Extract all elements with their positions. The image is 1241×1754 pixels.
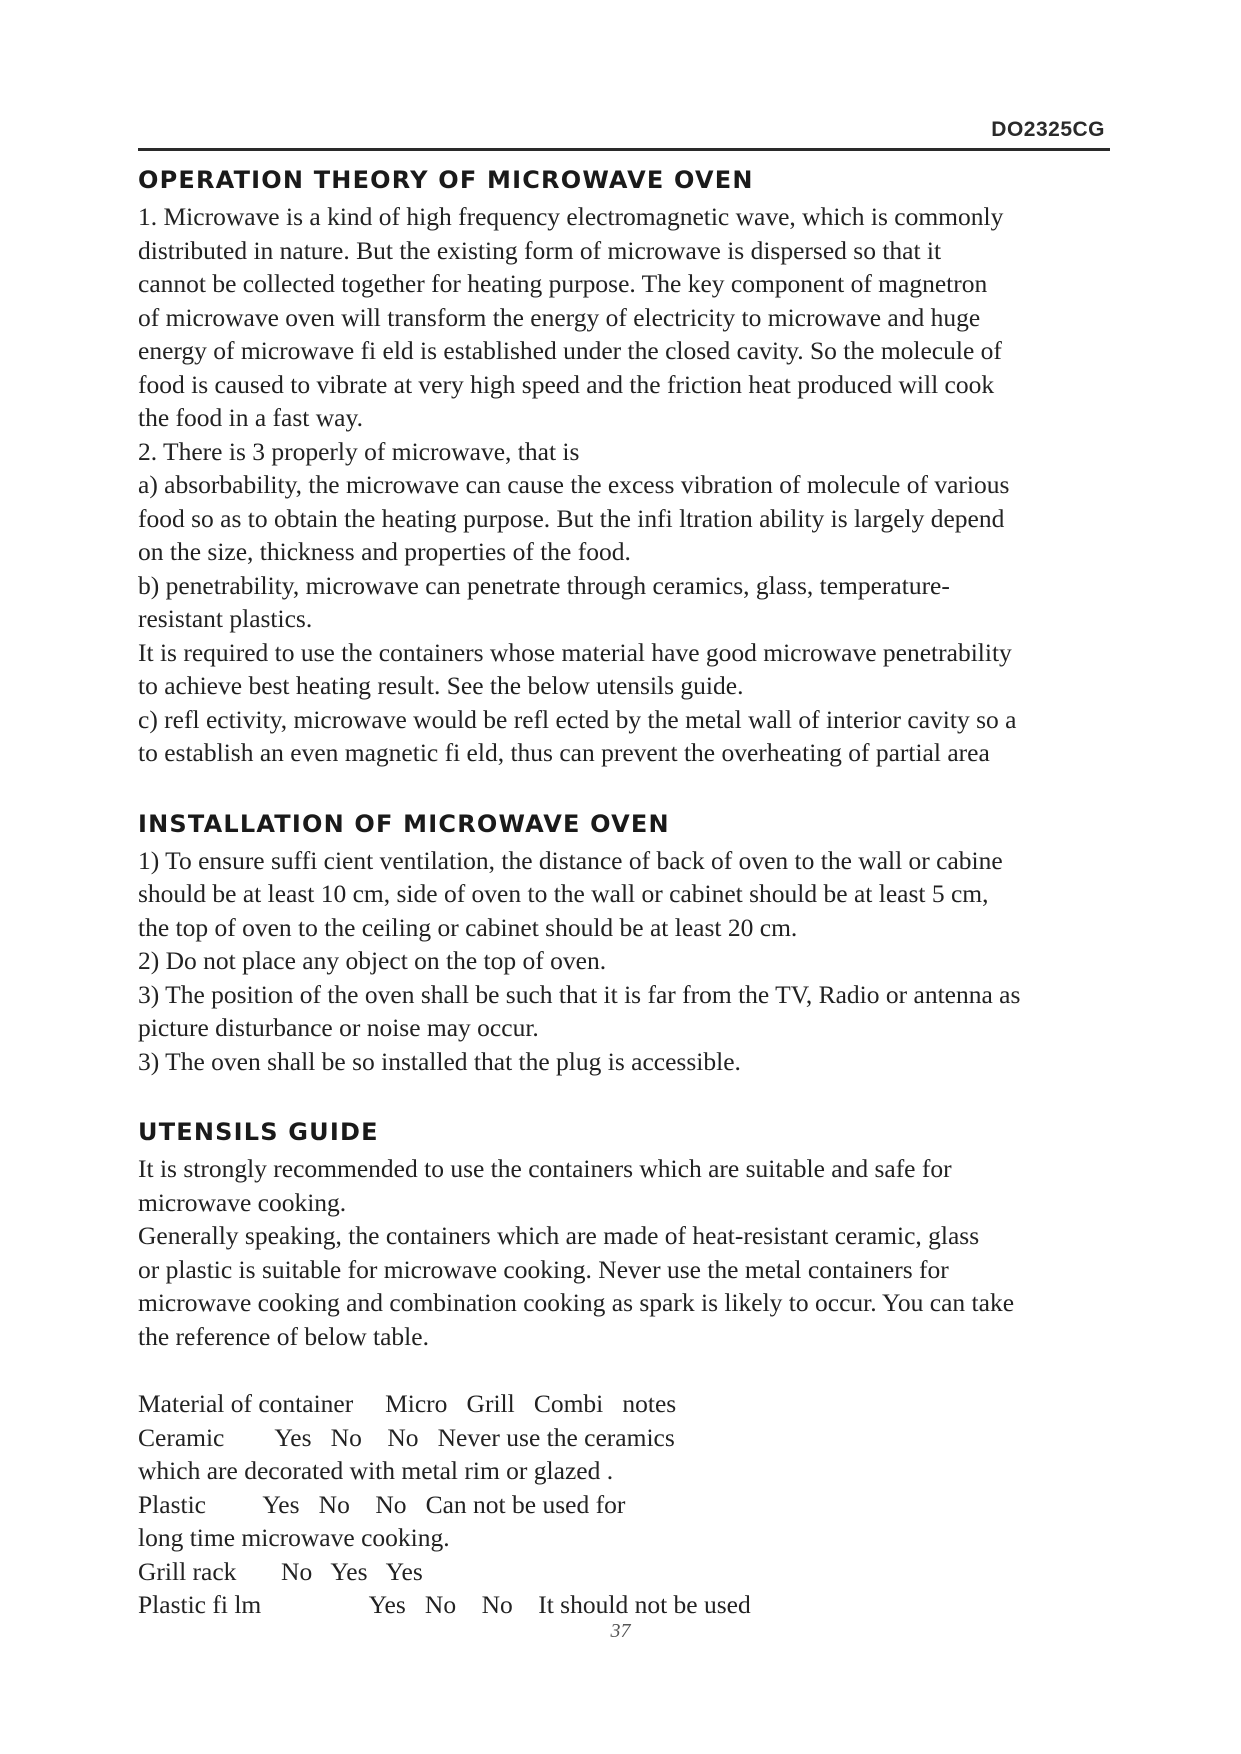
installation-line: picture disturbance or noise may occur. — [138, 1013, 539, 1042]
operation-line: of microwave oven will transform the energy of electricity to microwave and huge — [138, 302, 981, 332]
operation-line: to achieve best heating result. See the below utensils guide. — [138, 671, 744, 700]
utensils-line: the reference of below table. — [138, 1321, 429, 1351]
operation-line: on the size, thickness and properties of the food. — [138, 537, 631, 566]
installation-line: 3) The oven shall be so installed that the plug is accessible. — [138, 1046, 741, 1076]
operation-line: the food in a fast way. — [138, 403, 363, 432]
utensils-table-row: long time microwave cooking. — [138, 1523, 450, 1552]
operation-line: cannot be collected together for heating purpose. The key component of magnetron — [138, 269, 988, 298]
page-content — [138, 160, 1118, 1622]
section-spacer — [138, 1078, 1118, 1112]
operation-line: food is caused to vibrate at very high speed and the friction heat produced will cook — [138, 369, 995, 399]
operation-body — [138, 200, 1118, 770]
utensils-table-row: Plastic fi lm Yes No No It should not be used — [138, 1590, 751, 1619]
utensils-line: or plastic is suitable for microwave cooking. Never use the metal containers for — [138, 1254, 949, 1284]
utensils-table-row: Plastic Yes No No Can not be used for — [138, 1489, 626, 1519]
installation-heading: INSTALLATION OF MICROWAVE OVEN — [138, 809, 670, 838]
installation-body — [138, 844, 1118, 1079]
operation-line: 2. There is 3 properly of microwave, that is — [138, 436, 580, 466]
utensils-table-row: Grill rack No Yes Yes — [138, 1556, 423, 1586]
operation-heading: OPERATION THEORY OF MICROWAVE OVEN — [138, 166, 754, 194]
utensils-line: microwave cooking. — [138, 1187, 347, 1217]
installation-line: the top of oven to the ceiling or cabinet should be at least 20 cm. — [138, 912, 798, 942]
utensils-table-row: Ceramic Yes No No Never use the ceramics — [138, 1422, 675, 1452]
operation-line: distributed in nature. But the existing form of microwave is dispersed so that it — [138, 235, 942, 265]
utensils-table — [138, 1387, 1118, 1622]
operation-line: It is required to use the containers whose material have good microwave penetrability — [138, 637, 1012, 667]
operation-line: energy of microwave fi eld is established under the closed cavity. So the molecule of — [138, 336, 1002, 365]
operation-line: food so as to obtain the heating purpose. But the infi ltration ability is largely depend — [138, 503, 1005, 533]
operation-line: resistant plastics. — [138, 604, 313, 633]
installation-line: 3) The position of the oven shall be such that it is far from the TV, Radio or antenna as — [138, 979, 1021, 1009]
installation-line: 1) To ensure suffi cient ventilation, the distance of back of oven to the wall or cabine — [138, 845, 1003, 875]
operation-line: b) penetrability, microwave can penetrate through ceramics, glass, temperature- — [138, 570, 950, 600]
operation-line: to establish an even magnetic fi eld, thus can prevent the overheating of partial area — [138, 738, 990, 767]
utensils-line: Generally speaking, the containers which are made of heat-resistant ceramic, glass — [138, 1221, 980, 1250]
utensils-table-row: which are decorated with metal rim or glazed . — [138, 1456, 614, 1485]
table-spacer — [138, 1353, 1118, 1387]
section-spacer — [138, 770, 1118, 804]
operation-line: 1. Microwave is a kind of high frequency electromagnetic wave, which is commonly — [138, 202, 1004, 231]
utensils-line: It is strongly recommended to use the containers which are suitable and safe for — [138, 1154, 952, 1183]
operation-line: c) refl ectivity, microwave would be refl ected by the metal wall of interior cavity so a — [138, 704, 1017, 734]
utensils-table-row: Material of container Micro Grill Combi notes — [138, 1389, 677, 1418]
operation-line: a) absorbability, the microwave can cause the excess vibration of molecule of various — [138, 470, 1010, 499]
installation-line: 2) Do not place any object on the top of oven. — [138, 946, 607, 975]
model-number: DO2325CG — [991, 118, 1105, 141]
utensils-body — [138, 1152, 1118, 1353]
utensils-heading: UTENSILS GUIDE — [138, 1118, 379, 1146]
page-number: 37 — [610, 1620, 631, 1642]
utensils-line: microwave cooking and combination cooking as spark is likely to occur. You can take — [138, 1288, 1015, 1317]
installation-line: should be at least 10 cm, side of oven to the wall or cabinet should be at least 5 cm, — [138, 879, 989, 908]
header-rule — [138, 148, 1110, 151]
